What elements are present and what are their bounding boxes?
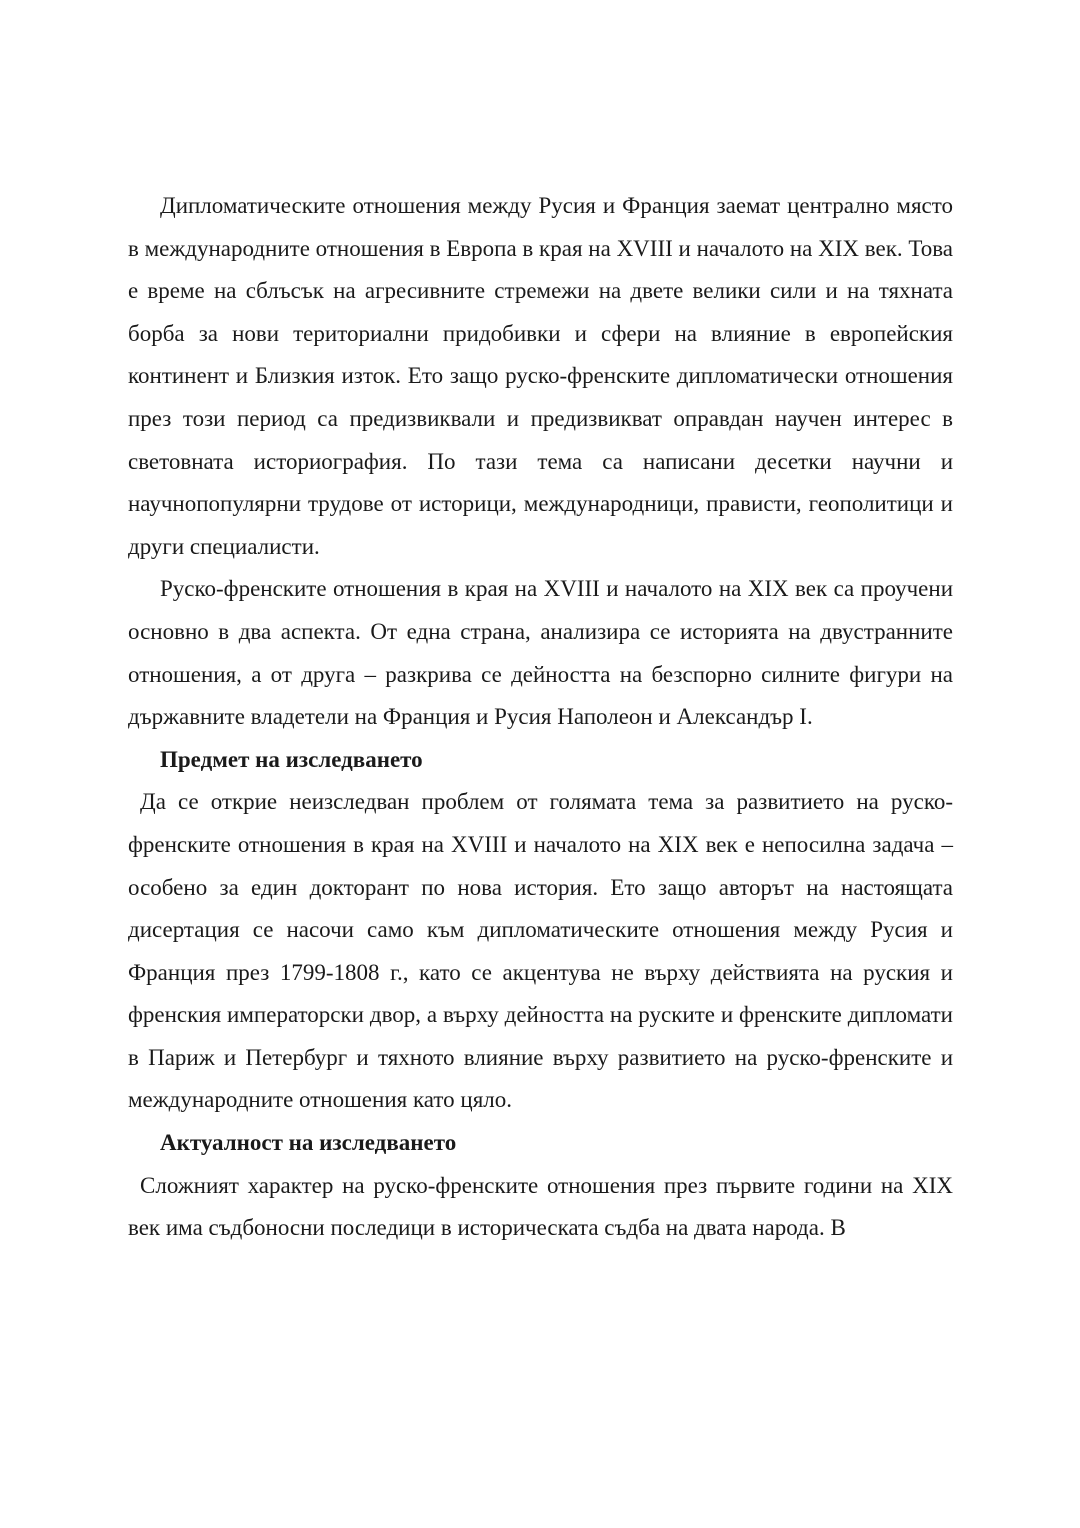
heading-research-subject: Предмет на изследването: [160, 746, 423, 772]
document-body: [128, 185, 953, 1250]
paragraph-research-aspects: Руско-френските отношения в края на XVIII и началото на XIX век са проучени основно в два аспекта. От една страна, анализира се историята на двустранните отношения, а от друга – разкрива се дейността на безспорно силните фигури на държавните владетели на Франция и Русия Наполеон и Александър I.: [128, 576, 953, 730]
heading-research-relevance: Актуалност на изследването: [160, 1130, 457, 1156]
paragraph-research-subject: Да се открие неизследван проблем от голямата тема за развитието на руско-френските отношения в края на XVIII и началото на XIX век е непосилна задача – особено за един докторант по нова история. Ето защо авторът на настоящата дисертация се насочи само към дипломатическите отношения между Русия и Франция през 1799-1808 г., като се акцентува не върху действията на руския и френския императорски двор, а върху дейността на руските и френските дипломати в Париж и Петербург и тяхното влияние върху развитието на руско-френските и международните отношения като цяло.: [128, 789, 953, 1113]
paragraph-research-relevance: Сложният характер на руско-френските отношения през първите години на XIX век има съдбоносни последици в историческата съдба на двата народа. В: [128, 1172, 953, 1241]
paragraph-introduction: Дипломатическите отношения между Русия и Франция заемат централно място в международните отношения в Европа в края на XVIII и началото на XIX век. Това е време на сблъсък на агресивните стремежи на двете велики сили и на тяхната борба за нови териториални придобивки и сфери на влияние в европейския континент и Близкия изток. Ето защо руско-френските дипломатически отношения през този период са предизвиквали и предизвикват оправдан научен интерес в световната историография. По тази тема са написани десетки научни и научнопопулярни трудове от историци, международници, прависти, геополитици и други специалисти.: [128, 193, 953, 559]
